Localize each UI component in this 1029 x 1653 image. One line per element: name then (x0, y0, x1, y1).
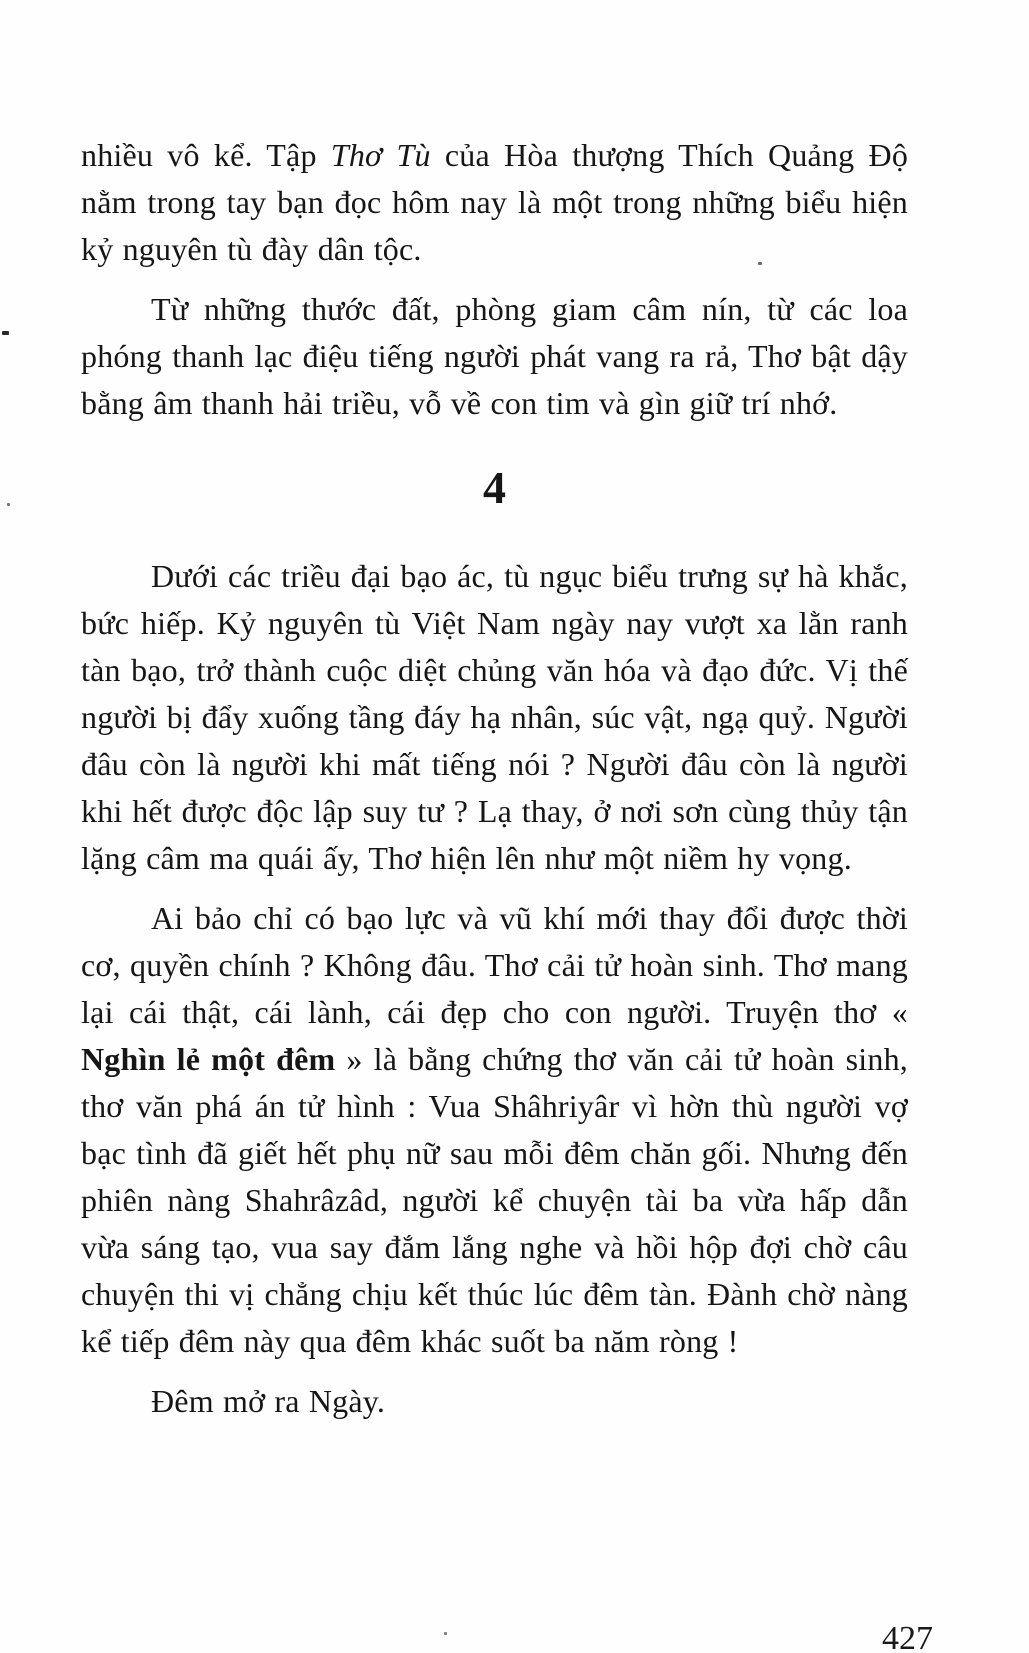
scan-speck (7, 503, 10, 506)
page-number: 427 (882, 1620, 933, 1653)
text-segment: nhiều vô kể. Tập (81, 137, 331, 173)
book-title-tho-tu: Thơ Tù (330, 137, 431, 173)
paragraph-ai-bao-chi-co (81, 895, 908, 1365)
paragraph-dem-mo-ra-ngay: Đêm mở ra Ngày. (151, 1383, 386, 1419)
text-segment: của Hòa thượng Thích Quảng Độ nằm trong tay bạn đọc hôm nay là một trong những biểu hiện kỷ nguyên tù đày dân tộc. (81, 137, 909, 267)
paragraph-tu-nhung-thuoc-dat: Từ những thước đất, phòng giam câm nín, từ các loa phóng thanh lạc điệu tiếng người phát vang ra rả, Thơ bật dậy bằng âm thanh hải triều, vỗ về con tim và gìn giữ trí nhớ. (81, 291, 908, 421)
story-title-nghin-le-mot-dem: Nghìn lẻ một đêm (81, 1041, 336, 1077)
paragraph-duoi-cac-trieu-dai: Dưới các triều đại bạo ác, tù ngục biểu trưng sự hà khắc, bức hiếp. Kỷ nguyên tù Việt Nam ngày nay vượt xa lằn ranh tàn bạo, trở thành cuộc diệt chủng văn hóa và đạo đức. Vị thế người bị đẩy xuống tầng đáy hạ nhân, súc vật, ngạ quỷ. Người đâu còn là người khi mất tiếng nói ? Người đâu còn là người khi hết được độc lập suy tư ? Lạ thay, ở nơi sơn cùng thủy tận lặng câm ma quái ấy, Thơ hiện lên như một niềm hy vọng. (81, 558, 908, 876)
text-block (81, 132, 908, 1425)
section-number: 4 (483, 462, 506, 513)
scan-speck (2, 331, 9, 335)
paragraph-continuation (81, 132, 908, 273)
text-segment: » là bằng chứng thơ văn cải tử hoàn sinh, thơ văn phá án tử hình : Vua Shâhriyâr vì hờn thù người vợ bạc tình đã giết hết phụ nữ sau mỗi đêm chăn gối. Nhưng đến phiên nàng Shahrâzâd, người kể chuyện tài ba vừa hấp dẫn vừa sáng tạo, vua say đắm lắng nghe và hồi hộp đợi chờ câu chuyện thi vị chẳng chịu kết thúc lúc đêm tàn. Đành chờ nàng kể tiếp đêm này qua đêm khác suốt ba năm ròng ! (81, 1041, 909, 1359)
scan-speck (444, 1632, 447, 1635)
text-segment: Ai bảo chỉ có bạo lực và vũ khí mới thay đổi được thời cơ, quyền chính ? Không đâu. Thơ cải tử hoàn sinh. Thơ mang lại cái thật, cái lành, cái đẹp cho con người. Truyện thơ « (81, 900, 908, 1030)
